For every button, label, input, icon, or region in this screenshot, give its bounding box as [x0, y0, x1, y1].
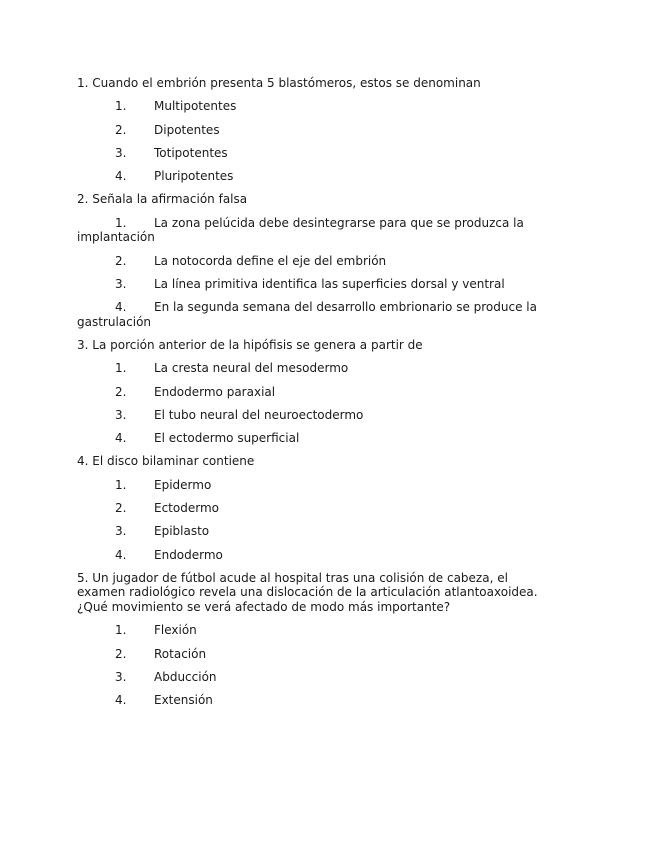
question-text: 4. El disco bilaminar contiene	[77, 454, 255, 469]
option-number: 3.	[115, 276, 127, 291]
option-item	[77, 277, 555, 292]
option-number: 3.	[115, 145, 127, 160]
option-text: El tubo neural del neuroectodermo	[154, 407, 364, 422]
option-item	[77, 647, 555, 662]
option-number: 2.	[115, 384, 127, 399]
option-text: En la segunda semana del desarrollo embrionario se produce la	[154, 300, 537, 315]
option-list	[77, 478, 555, 562]
option-number: 2.	[115, 501, 127, 516]
option-text: La notocorda define el eje del embrión	[154, 253, 387, 268]
option-number: 1.	[115, 477, 127, 492]
option-text: Totipotentes	[154, 145, 228, 160]
option-text: Pluripotentes	[154, 169, 234, 184]
option-number: 1.	[115, 99, 127, 114]
question-text: 5. Un jugador de fútbol acude al hospital tras una colisión de cabeza, el examen radiológico revela una dislocación de la articulación atlantoaxoidea. ¿Qué movimiento se verá afectado de modo más importante?	[77, 570, 538, 614]
option-number: 3.	[115, 669, 127, 684]
question-block	[77, 338, 555, 446]
option-number: 2.	[115, 122, 127, 137]
option-item	[77, 361, 555, 376]
option-item	[77, 385, 555, 400]
option-number: 4.	[115, 169, 127, 184]
option-number: 4.	[115, 300, 127, 315]
option-item	[77, 169, 555, 184]
option-text: Multipotentes	[154, 99, 237, 114]
option-first-line	[77, 300, 555, 315]
option-text: El ectodermo superficial	[154, 431, 300, 446]
option-item	[77, 123, 555, 138]
option-number: 4.	[115, 547, 127, 562]
option-number: 2.	[115, 253, 127, 268]
option-text: La zona pelúcida debe desintegrarse para que se produzca la	[154, 215, 524, 230]
option-number: 3.	[115, 524, 127, 539]
question-text: 2. Señala la afirmación falsa	[77, 192, 248, 207]
question-text: 3. La porción anterior de la hipófisis se genera a partir de	[77, 337, 423, 352]
option-item	[77, 408, 555, 423]
option-list	[77, 623, 555, 707]
option-item	[77, 501, 555, 516]
option-number: 3.	[115, 407, 127, 422]
option-item	[77, 254, 555, 269]
option-item	[77, 548, 555, 563]
option-text: Abducción	[154, 669, 217, 684]
option-list	[77, 361, 555, 445]
option-item	[77, 524, 555, 539]
option-text: Flexión	[154, 623, 197, 638]
option-list	[77, 99, 555, 183]
option-text: Endodermo	[154, 547, 223, 562]
option-number: 1.	[115, 361, 127, 376]
option-item	[77, 431, 555, 446]
option-number: 4.	[115, 431, 127, 446]
option-text: Endodermo paraxial	[154, 384, 276, 399]
question-block	[77, 76, 555, 184]
option-text: Dipotentes	[154, 122, 220, 137]
option-number: 1.	[115, 215, 127, 230]
option-text: La cresta neural del mesodermo	[154, 361, 349, 376]
option-text: Epidermo	[154, 477, 212, 492]
option-list	[77, 216, 555, 329]
question-block	[77, 571, 555, 708]
option-item	[77, 216, 555, 245]
option-text-continuation: gastrulación	[77, 314, 152, 329]
question-text: 1. Cuando el embrión presenta 5 blastómeros, estos se denominan	[77, 76, 481, 90]
option-text: Extensión	[154, 693, 213, 708]
option-item	[77, 300, 555, 329]
option-item	[77, 99, 555, 114]
option-number: 1.	[115, 623, 127, 638]
option-text: Ectodermo	[154, 501, 219, 516]
option-text: Rotación	[154, 646, 207, 661]
option-item	[77, 478, 555, 493]
question-block	[77, 454, 555, 562]
option-text-continuation: implantación	[77, 230, 155, 245]
option-number: 2.	[115, 646, 127, 661]
question-block	[77, 192, 555, 329]
document-page	[77, 76, 555, 708]
option-item	[77, 693, 555, 708]
option-text: Epiblasto	[154, 524, 210, 539]
option-item	[77, 623, 555, 638]
option-item	[77, 670, 555, 685]
option-number: 4.	[115, 693, 127, 708]
option-first-line	[77, 216, 555, 231]
option-item	[77, 146, 555, 161]
option-text: La línea primitiva identifica las superficies dorsal y ventral	[154, 276, 505, 291]
